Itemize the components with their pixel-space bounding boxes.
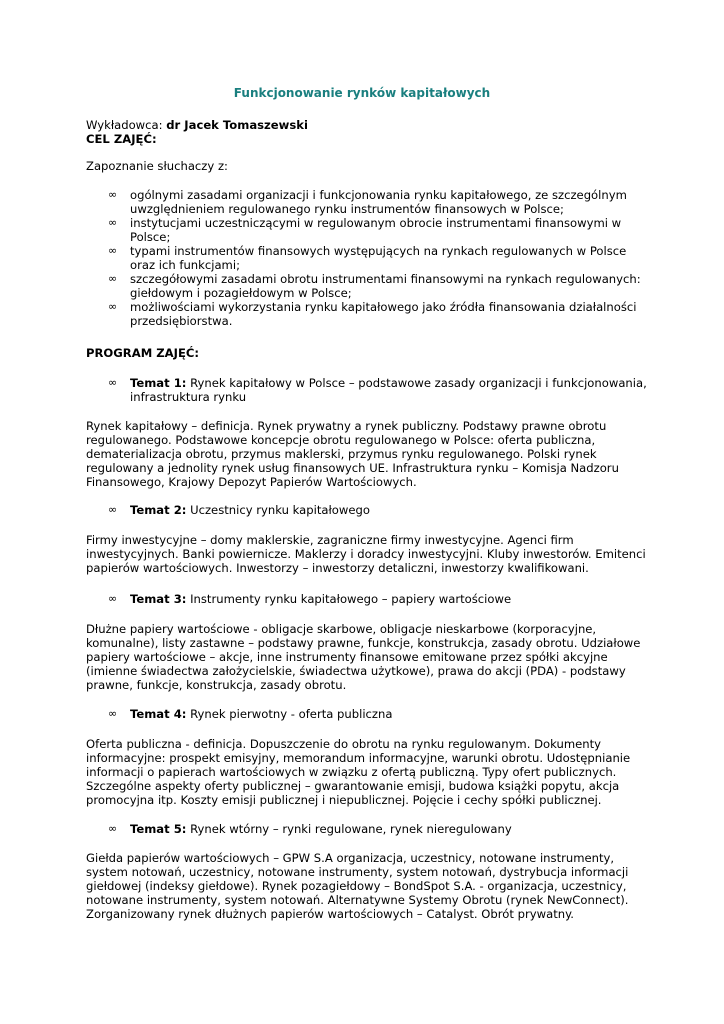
infinity-bullet-icon: ∞ [108,272,118,285]
topic-label: Temat 1: [130,376,187,390]
goal-text: szczegółowymi zasadami obrotu instrumentami finansowymi na rynkach regulowanych: giełdowym i pozagiełdowym w Polsce; [130,272,641,300]
infinity-bullet-icon: ∞ [108,592,118,605]
infinity-bullet-icon: ∞ [108,376,118,389]
topic-title: Instrumenty rynku kapitałowego – papiery wartościowe [190,592,512,606]
topic-title: Rynek pierwotny - oferta publiczna [190,707,393,721]
topic-title: Rynek kapitałowy w Polsce – podstawowe zasady organizacji i funkcjonowania, infrastruktura rynku [130,376,647,404]
lecturer-line [86,118,646,146]
topic-4-body: Oferta publiczna - definicja. Dopuszczenie do obrotu na rynku regulowanym. Dokumenty informacyjne: prospekt emisyjny, memorandum informacyjne, warunki obrotu. Udostępnianie informacji o papierach wartościowych w związku z ofertą publiczną. Typy ofert publicznych. Szczególne aspekty oferty publicznej – gwarantowanie emisji, budowa książki popytu, akcja promocyjna itp. Koszty emisji publicznej i niepublicznej. Pojęcie i cechy spółki publicznej. [86,737,631,807]
goal-text: ogólnymi zasadami organizacji i funkcjonowania rynku kapitałowego, ze szczególnym uwzględnieniem regulowanego rynku instrumentów finansowych w Polsce; [130,188,627,216]
goal-text: instytucjami uczestniczącymi w regulowanym obrocie instrumentami finansowymi w Polsce; [130,216,622,244]
goal-heading: CEL ZAJĘĆ: [86,132,157,146]
infinity-bullet-icon: ∞ [108,300,118,313]
goal-item [86,272,646,300]
goal-item [86,244,646,272]
goal-item [86,300,646,328]
program-heading [86,346,646,360]
intro-text: Zapoznanie słuchaczy z: [86,159,228,173]
topic-1-heading [108,376,670,404]
infinity-bullet-icon: ∞ [108,707,118,720]
topic-title: Uczestnicy rynku kapitałowego [190,503,370,517]
infinity-bullet-icon: ∞ [108,503,118,516]
topic-title: Rynek wtórny – rynki regulowane, rynek nieregulowany [190,822,512,836]
document-title: Funkcjonowanie rynków kapitałowych [233,86,491,100]
topic-label: Temat 5: [130,822,187,836]
goal-text: możliwościami wykorzystania rynku kapitałowego jako źródła finansowania działalności przedsiębiorstwa. [130,300,637,328]
program-heading-text: PROGRAM ZAJĘĆ: [86,346,200,360]
goals-list [86,188,646,328]
infinity-bullet-icon: ∞ [108,244,118,257]
lecturer-label: Wykładowca: [86,118,163,132]
topic-5-body: Giełda papierów wartościowych – GPW S.A organizacja, uczestnicy, notowane instrumenty, system notowań, uczestnicy, notowane instrumenty, system notowań, dystrybucja informacji giełdowej (indeksy giełdowe). Rynek pozagiełdowy – BondSpot S.A. - organizacja, uczestnicy, notowane instrumenty, system notowań. Alternatywne Systemy Obrotu (rynek NewConnect). Zorganizowany rynek dłużnych papierów wartościowych – Catalyst. Obrót prywatny. [86,851,629,921]
lecturer-name: dr Jacek Tomaszewski [166,118,308,132]
topic-3-body: Dłużne papiery wartościowe - obligacje skarbowe, obligacje nieskarbowe (korporacyjne, komunalne), listy zastawne – podstawy prawne, funkcje, konstrukcja, zasady obrotu. Udziałowe papiery wartościowe – akcje, inne instrumenty finansowe emitowane przez spółki akcyjne (imienne świadectwa założycielskie, świadectwa użytkowe), prawa do akcji (PDA) - podstawy prawne, funkcje, konstrukcja, zasady obrotu. [86,622,641,692]
topic-4-heading [108,707,670,721]
goal-item [86,216,646,244]
topic-label: Temat 3: [130,592,187,606]
topic-label: Temat 4: [130,707,187,721]
infinity-bullet-icon: ∞ [108,216,118,229]
goal-item [86,188,646,216]
topic-1-body: Rynek kapitałowy – definicja. Rynek prywatny a rynek publiczny. Podstawy prawne obrotu regulowanego. Podstawowe koncepcje obrotu regulowanego w Polsce: oferta publiczna, dematerializacja obrotu, przymus maklerski, przymus rynku regulowanego. Polski rynek regulowany a jednolity rynek usług finansowych UE. Infrastruktura rynku – Komisja Nadzoru Finansowego, Krajowy Depozyt Papierów Wartościowych. [86,419,619,489]
topic-label: Temat 2: [130,503,187,517]
infinity-bullet-icon: ∞ [108,188,118,201]
topic-2-body: Firmy inwestycyjne – domy maklerskie, zagraniczne firmy inwestycyjne. Agenci firm inwestycyjnych. Banki powiernicze. Maklerzy i doradcy inwestycyjni. Kluby inwestorów. Emitenci papierów wartościowych. Inwestorzy – inwestorzy detaliczni, inwestorzy kwalifikowani. [86,533,646,575]
infinity-bullet-icon: ∞ [108,822,118,835]
topic-3-heading [108,592,670,606]
topic-2-heading [108,503,670,517]
topic-5-heading [108,822,670,836]
goal-text: typami instrumentów finansowych występujących na rynkach regulowanych w Polsce oraz ich funkcjami; [130,244,627,272]
